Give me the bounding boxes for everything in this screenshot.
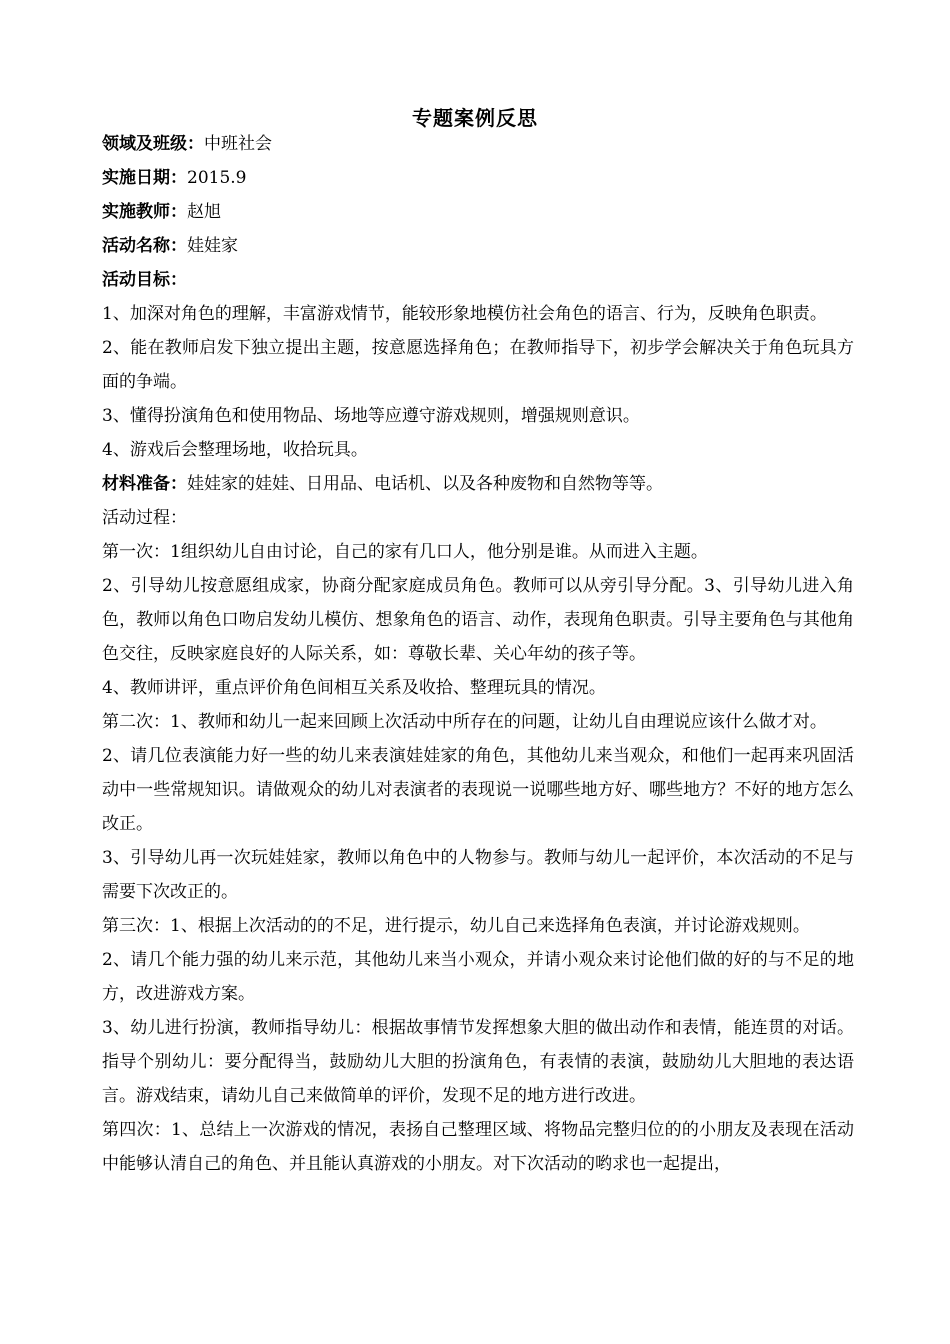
materials-label: 材料准备： [102, 474, 187, 494]
goal-item: 1、加深对角色的理解，丰富游戏情节，能较形象地模仿社会角色的语言、行为，反映角色职责。 [102, 304, 827, 324]
field-value: 2015.9 [187, 168, 247, 188]
field-domain-class [102, 127, 854, 161]
process-paragraph: 第二次：1、教师和幼儿一起来回顾上次活动中所存在的问题，让幼儿自由理说应该什么做才对。 [102, 712, 827, 732]
process-paragraph: 第一次：1组织幼儿自由讨论，自己的家有几口人，他分别是谁。从而进入主题。 [102, 542, 708, 562]
page-title: 专题案例反思 [412, 106, 538, 130]
field-label: 实施日期： [102, 168, 187, 188]
process-paragraph: 2、请几个能力强的幼儿来示范，其他幼儿来当小观众，并请小观众来讨论他们做的好的与不足的地方，改进游戏方案。 [102, 950, 854, 1004]
process-paragraph: 第三次：1、根据上次活动的的不足，进行提示，幼儿自己来选择角色表演，并讨论游戏规则。 [102, 916, 810, 936]
field-activity-name [102, 229, 854, 263]
process-paragraph: 4、教师讲评，重点评价角色间相互关系及收拾、整理玩具的情况。 [102, 678, 606, 698]
field-value: 赵旭 [187, 202, 221, 222]
process-paragraph: 2、请几位表演能力好一些的幼儿来表演娃娃家的角色，其他幼儿来当观众，和他们一起再来巩固活动中一些常规知识。请做观众的幼儿对表演者的表现说一说哪些地方好、哪些地方？不好的地方怎么改正。 [102, 746, 854, 834]
materials-value: 娃娃家的娃娃、日用品、电话机、以及各种废物和自然物等等。 [187, 474, 663, 494]
document-body [102, 127, 854, 1181]
goal-item: 2、能在教师启发下独立提出主题，按意愿选择角色；在教师指导下，初步学会解决关于角色玩具方面的争端。 [102, 338, 854, 392]
field-value: 中班社会 [204, 134, 272, 154]
process-paragraph: 3、引导幼儿再一次玩娃娃家，教师以角色中的人物参与。教师与幼儿一起评价，本次活动的不足与需要下次改正的。 [102, 848, 854, 902]
field-date [102, 161, 854, 195]
field-label: 实施教师： [102, 202, 187, 222]
field-value: 娃娃家 [187, 236, 238, 256]
field-teacher [102, 195, 854, 229]
goal-item: 3、懂得扮演角色和使用物品、场地等应遵守游戏规则，增强规则意识。 [102, 406, 640, 426]
process-paragraph: 2、引导幼儿按意愿组成家，协商分配家庭成员角色。教师可以从旁引导分配。3、引导幼儿进入角色，教师以角色口吻启发幼儿模仿、想象角色的语言、动作，表现角色职责。引导主要角色与其他角色交往，反映家庭良好的人际关系，如：尊敬长辈、关心年幼的孩子等。 [102, 576, 854, 664]
process-paragraph: 第四次：1、总结上一次游戏的情况，表扬自己整理区域、将物品完整归位的的小朋友及表现在活动中能够认清自己的角色、并且能认真游戏的小朋友。对下次活动的哟求也一起提出， [102, 1120, 854, 1174]
materials-line [102, 467, 854, 501]
goal-item: 4、游戏后会整理场地，收拾玩具。 [102, 440, 368, 460]
process-paragraph: 3、幼儿进行扮演，教师指导幼儿：根据故事情节发挥想象大胆的做出动作和表情，能连贯的对话。指导个别幼儿：要分配得当，鼓励幼儿大胆的扮演角色，有表情的表演，鼓励幼儿大胆地的表达语言。游戏结束，请幼儿自己来做简单的评价，发现不足的地方进行改进。 [102, 1018, 854, 1106]
process-heading: 活动过程： [102, 508, 187, 528]
goals-heading: 活动目标： [102, 270, 187, 290]
field-label: 领域及班级： [102, 134, 204, 154]
field-label: 活动名称： [102, 236, 187, 256]
